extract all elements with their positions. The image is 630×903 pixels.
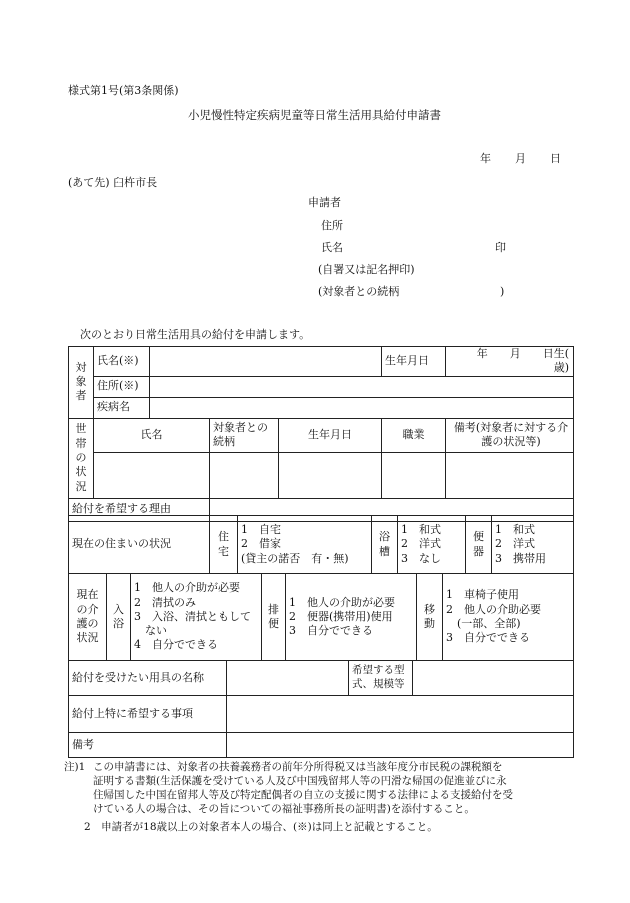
toilet-label: 便 器 <box>466 516 492 574</box>
subject-address-field[interactable] <box>150 376 574 397</box>
applicant-address-label: 住所 <box>321 219 343 232</box>
household-dob-header: 生年月日 <box>279 418 382 452</box>
bath-options[interactable]: 1 和式 2 洋式 3 なし <box>398 516 466 574</box>
date-day: 日 <box>550 152 561 165</box>
bathing-options[interactable]: 1 他人の介助が必要 2 清拭のみ 3 入浴、清拭ともして ない 4 自分でできる <box>131 574 262 661</box>
special-request-label: 給付上特に希望する事項 <box>69 696 227 733</box>
remarks-field[interactable] <box>227 733 574 758</box>
equipment-label: 給付を受けたい用具の名称 <box>69 661 227 696</box>
applicant-name-label: 氏名 <box>321 241 343 254</box>
equipment-table <box>68 660 574 758</box>
residence-table <box>68 515 574 574</box>
household-remarks-header: 備考(対象者に対する介護の状況等) <box>446 418 574 452</box>
subject-section-label: 対 象 者 <box>69 347 94 419</box>
equipment-model-label: 希望する型式、規模等 <box>349 661 413 696</box>
remarks-label: 備考 <box>69 733 227 758</box>
mobility-label: 移 動 <box>417 574 443 661</box>
household-dob-field[interactable] <box>279 452 382 498</box>
subject-name-label: 氏名(※) <box>94 347 150 377</box>
bathing-label: 入 浴 <box>107 574 131 661</box>
application-table <box>68 346 592 522</box>
excretion-label: 排 便 <box>262 574 286 661</box>
signature-note: (自署又は記名押印) <box>318 263 415 276</box>
excretion-options[interactable]: 1 他人の介助が必要 2 便器(携帯用)使用 3 自分でできる <box>286 574 417 661</box>
reason-label: 給付を希望する理由 <box>69 498 210 521</box>
note-1-prefix: 注)1 <box>64 761 86 773</box>
note-2: 2 申請者が18歳以上の対象者本人の場合、(※)は同上と記載とすること。 <box>84 821 438 833</box>
applicant-heading: 申請者 <box>308 196 341 209</box>
intro-text: 次のとおり日常生活用具の給付を申請します。 <box>80 328 311 341</box>
mobility-options[interactable]: 1 車椅子使用 2 他人の介助必要 (一部、全部) 3 自分でできる <box>443 574 574 661</box>
equipment-model-field[interactable] <box>413 661 574 696</box>
housing-options[interactable]: 1 自宅 2 借家 (貸主の諾否 有・無) <box>238 516 372 574</box>
household-relation-field[interactable] <box>210 452 279 498</box>
housing-label: 住 宅 <box>210 516 238 574</box>
form-number: 様式第1号(第3条関係) <box>68 84 179 97</box>
household-occupation-header: 職業 <box>382 418 446 452</box>
equipment-field[interactable] <box>227 661 349 696</box>
subject-disease-field[interactable] <box>150 397 574 418</box>
date-month: 月 <box>515 152 526 165</box>
household-occupation-field[interactable] <box>382 452 446 498</box>
note-1: この申請書には、対象者の扶養義務者の前年分所得税又は当該年度分市民税の課税額を 証明する書類(生活保護を受けている人及び中国残留邦人等の円滑な帰国の促進並びに永 住帰国した中国在留邦人等及び特定配偶者の自立の支援に関する法律による支援給付を受 けている人の場合は、その旨についての福祉事務所長の証明書)を添付すること。 <box>93 761 513 815</box>
care-section-label: 現在 の介 護の 状況 <box>69 574 107 661</box>
relationship-label: (対象者との続柄 <box>318 285 400 298</box>
household-name-header: 氏名 <box>94 418 210 452</box>
toilet-options[interactable]: 1 和式 2 洋式 3 携帯用 <box>492 516 574 574</box>
relationship-close: ) <box>500 285 505 298</box>
residence-label: 現在の住まいの状況 <box>69 516 210 574</box>
bath-label: 浴 槽 <box>372 516 398 574</box>
subject-dob-label: 生年月日 <box>382 347 446 377</box>
household-name-field[interactable] <box>94 452 210 498</box>
subject-name-field[interactable] <box>150 347 382 377</box>
subject-address-label: 住所(※) <box>94 376 150 397</box>
date-year: 年 <box>480 152 491 165</box>
form-title: 小児慢性特定疾病児童等日常生活用具給付申請書 <box>188 108 441 122</box>
seal-mark: 印 <box>495 241 506 254</box>
care-table <box>68 573 574 661</box>
special-request-field[interactable] <box>227 696 574 733</box>
household-relation-header: 対象者との続柄 <box>210 418 279 452</box>
subject-dob-field[interactable]: 年 月 日生( 歳) <box>446 347 574 377</box>
household-section-label: 世 帯 の 状 況 <box>69 418 94 498</box>
addressee: (あて先) 臼杵市長 <box>68 176 158 189</box>
subject-disease-label: 疾病名 <box>94 397 150 418</box>
household-remarks-field[interactable] <box>446 452 574 498</box>
